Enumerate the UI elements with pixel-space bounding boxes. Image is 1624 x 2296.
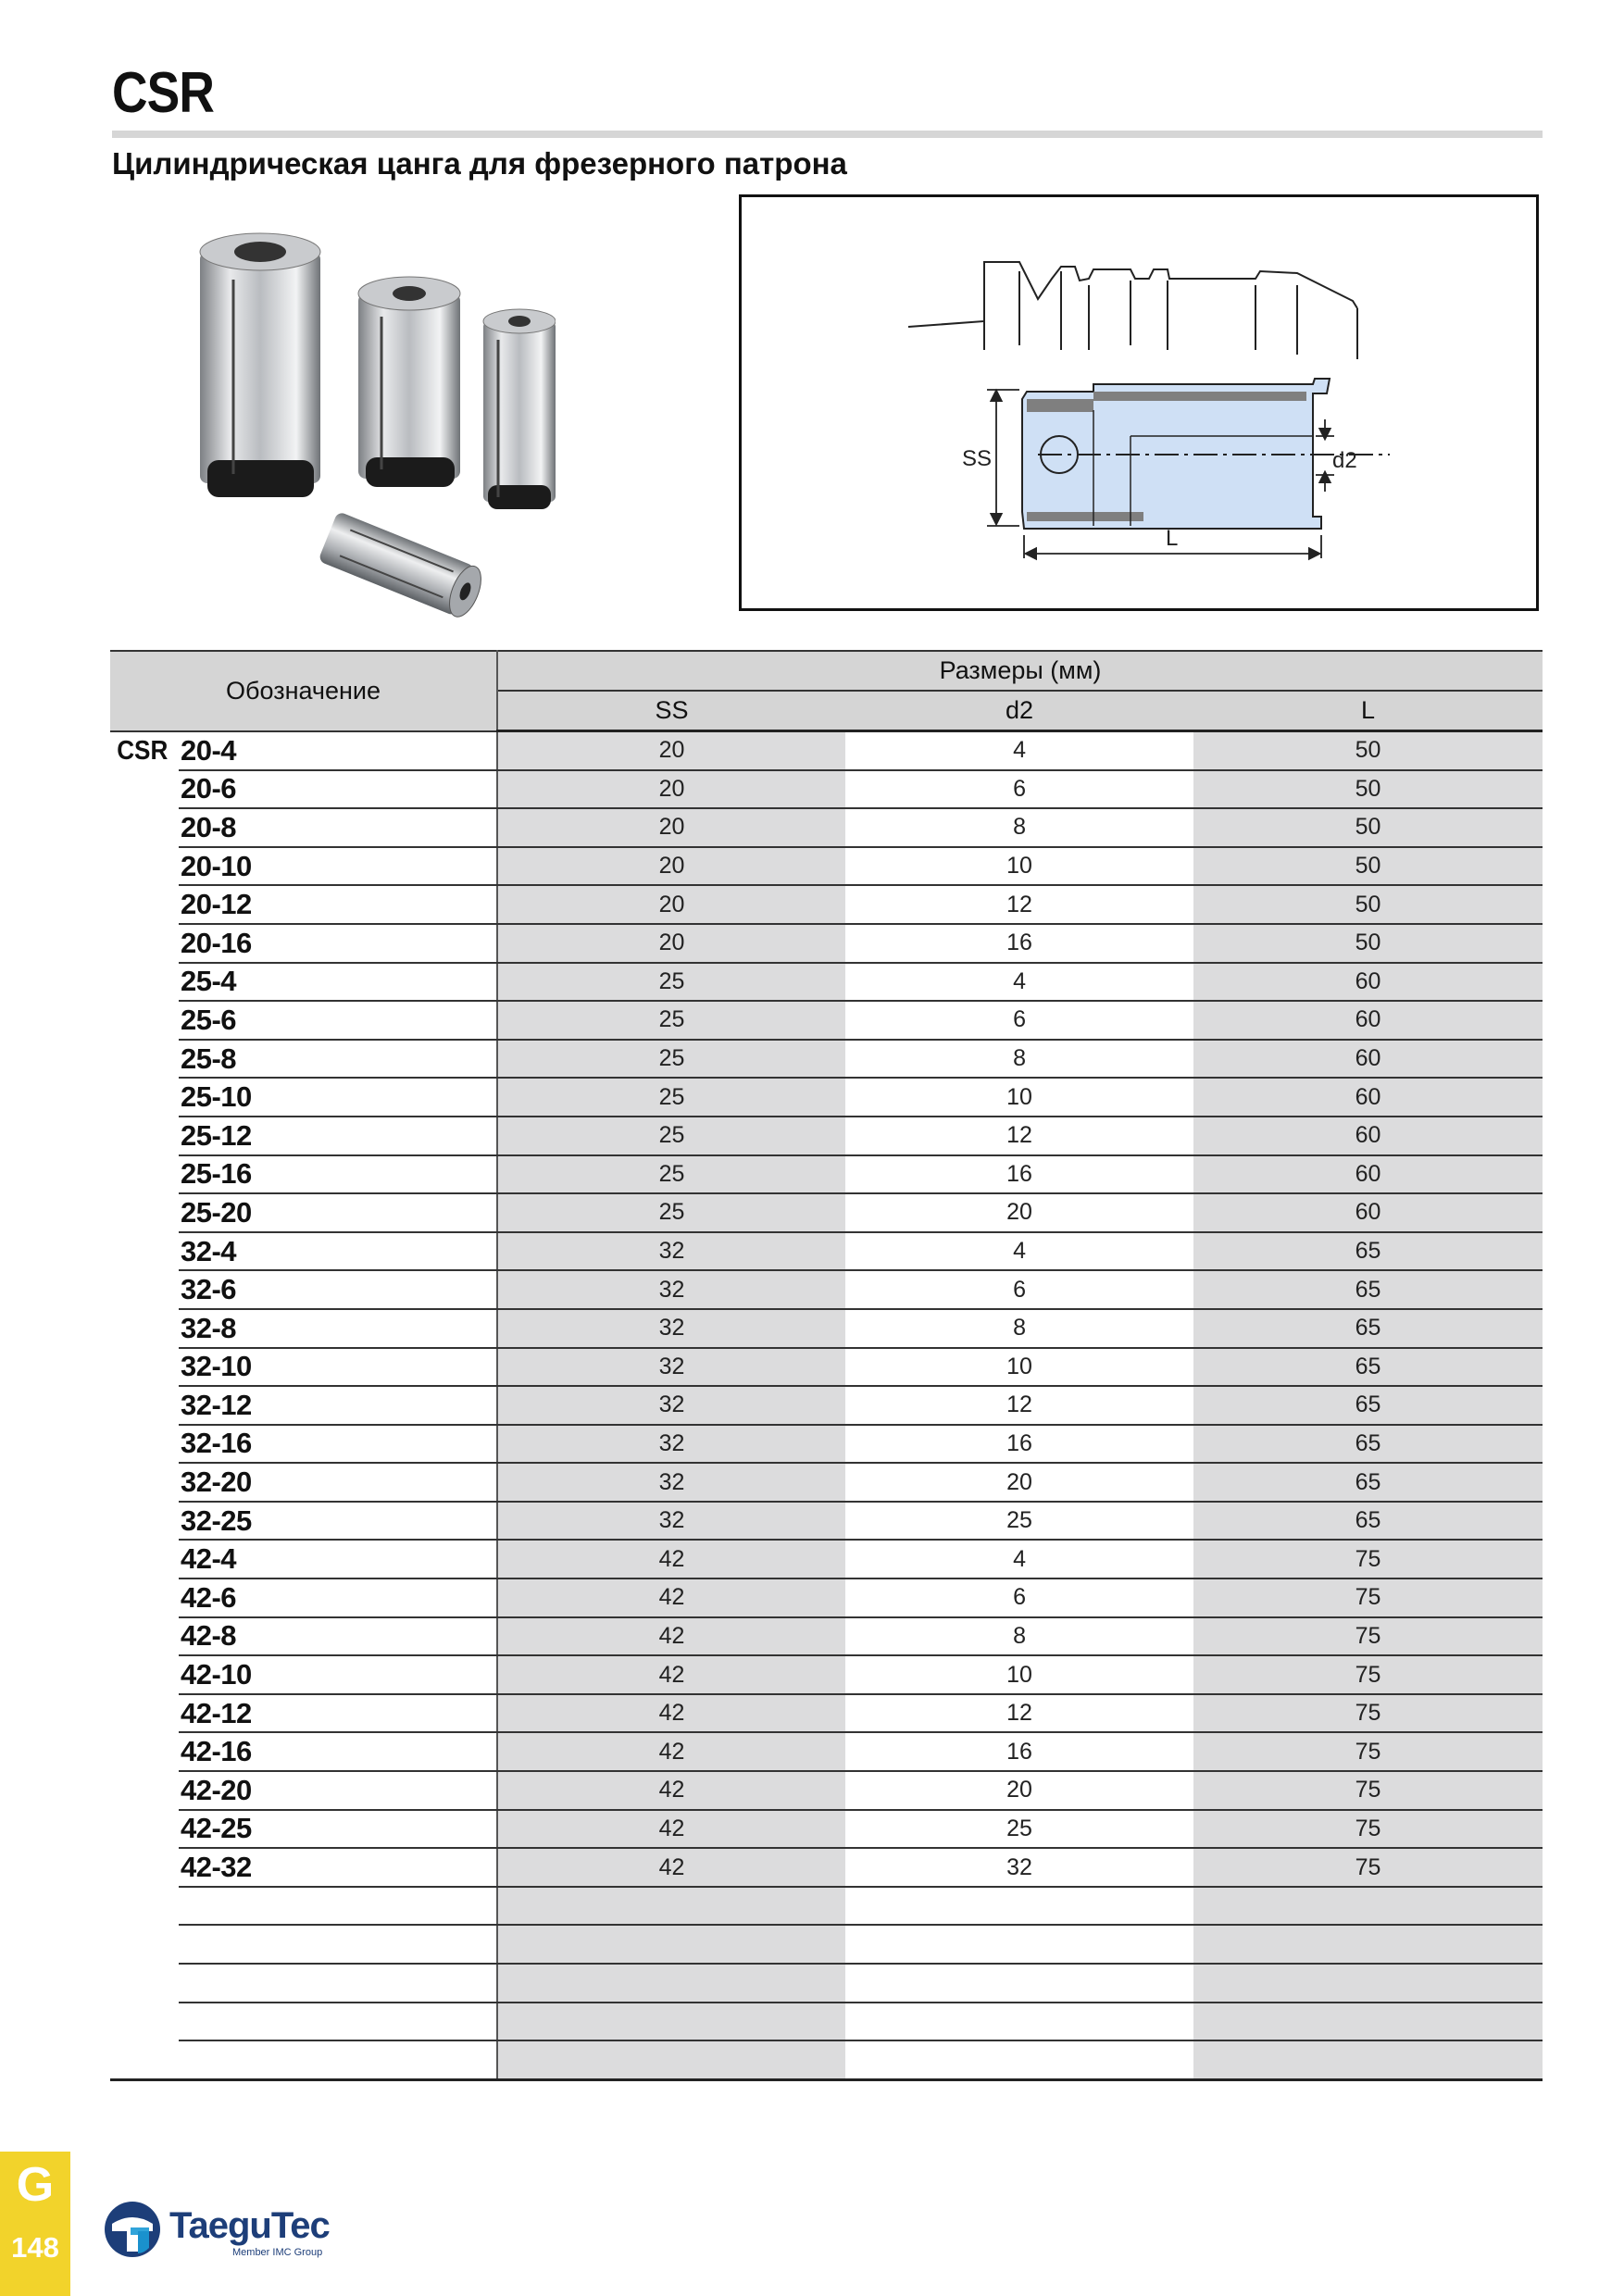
cell-l: 60 (1193, 1117, 1543, 1155)
cell-d2: 8 (845, 1617, 1193, 1656)
row-prefix (110, 808, 172, 847)
cell-l: 60 (1193, 1193, 1543, 1232)
row-designation: 20-12 (179, 885, 497, 924)
cell-ss: 32 (497, 1232, 845, 1271)
cell-ss: 20 (497, 770, 845, 809)
cell-l (1193, 1925, 1543, 1964)
row-designation: 25-6 (179, 1001, 497, 1040)
table-row (110, 1502, 1543, 1541)
row-designation: 32-6 (179, 1270, 497, 1309)
table-row (110, 1540, 1543, 1578)
row-prefix (110, 1887, 172, 1926)
cell-l: 75 (1193, 1848, 1543, 1887)
collet-small (483, 309, 556, 509)
table-row (110, 1578, 1543, 1617)
table-row (110, 1117, 1543, 1155)
cell-ss: 42 (497, 1540, 845, 1578)
cell-d2: 16 (845, 924, 1193, 963)
cell-l: 50 (1193, 770, 1543, 809)
table-row (110, 1155, 1543, 1194)
cell-d2: 6 (845, 1001, 1193, 1040)
title-divider (112, 131, 1543, 138)
table-row (110, 731, 1543, 770)
row-prefix (110, 885, 172, 924)
row-prefix (110, 1540, 172, 1578)
cell-d2: 4 (845, 1540, 1193, 1578)
section-tab (0, 2152, 70, 2296)
cell-ss: 32 (497, 1270, 845, 1309)
row-prefix: CSR (117, 735, 169, 766)
row-prefix (110, 1694, 172, 1733)
row-designation: 42-4 (179, 1540, 497, 1578)
cell-d2: 8 (845, 1040, 1193, 1079)
brand-logo (103, 2200, 344, 2265)
table-row (110, 2003, 1543, 2041)
dim-label-d2: d2 (1332, 448, 1357, 473)
table-row (110, 1964, 1543, 2003)
row-designation: 42-8 (179, 1617, 497, 1656)
table-row (110, 1887, 1543, 1926)
cell-l: 75 (1193, 1578, 1543, 1617)
cell-ss: 42 (497, 1617, 845, 1656)
cell-ss: 32 (497, 1425, 845, 1464)
cell-l (1193, 2040, 1543, 2079)
cell-ss: 42 (497, 1655, 845, 1694)
table-row (110, 963, 1543, 1002)
row-prefix (110, 1078, 172, 1117)
row-designation: 25-8 (179, 1040, 497, 1079)
cell-ss: 42 (497, 1694, 845, 1733)
page-subtitle: Цилиндрическая цанга для фрезерного патрона (112, 146, 847, 181)
cell-d2: 20 (845, 1193, 1193, 1232)
cell-ss: 32 (497, 1348, 845, 1387)
page-title: CSR (112, 61, 214, 125)
cell-l: 65 (1193, 1232, 1543, 1271)
cell-ss: 20 (497, 808, 845, 847)
collet-medium (358, 277, 460, 487)
cell-d2: 25 (845, 1502, 1193, 1541)
row-designation: 32-20 (179, 1463, 497, 1502)
cell-d2: 10 (845, 847, 1193, 886)
cell-ss: 42 (497, 1810, 845, 1849)
cell-l: 75 (1193, 1617, 1543, 1656)
cell-ss: 25 (497, 1040, 845, 1079)
row-designation: 32-10 (179, 1348, 497, 1387)
cell-d2: 4 (845, 731, 1193, 770)
cell-d2: 10 (845, 1655, 1193, 1694)
cell-d2 (845, 1925, 1193, 1964)
row-prefix (110, 1155, 172, 1194)
cell-l: 65 (1193, 1270, 1543, 1309)
cell-l: 65 (1193, 1348, 1543, 1387)
row-prefix (110, 924, 172, 963)
row-designation: 42-12 (179, 1694, 497, 1733)
cell-l: 60 (1193, 963, 1543, 1002)
row-prefix (110, 1732, 172, 1771)
section-letter: G (16, 2158, 55, 2212)
cell-l: 75 (1193, 1732, 1543, 1771)
table-row (110, 847, 1543, 886)
cell-l: 60 (1193, 1040, 1543, 1079)
cell-l: 75 (1193, 1810, 1543, 1849)
logo-mark-icon (103, 2200, 162, 2259)
cell-ss: 32 (497, 1309, 845, 1348)
row-designation: 20-10 (179, 847, 497, 886)
header-designation: Обозначение (110, 651, 497, 731)
product-photo (185, 215, 556, 622)
cell-l: 50 (1193, 808, 1543, 847)
cell-d2: 12 (845, 885, 1193, 924)
row-prefix (110, 2040, 172, 2079)
cell-d2: 12 (845, 1117, 1193, 1155)
cell-ss (497, 1964, 845, 2003)
cell-l: 65 (1193, 1463, 1543, 1502)
row-prefix (110, 1810, 172, 1849)
cell-ss: 20 (497, 924, 845, 963)
cell-d2: 10 (845, 1078, 1193, 1117)
row-designation (179, 2040, 497, 2079)
cell-d2: 6 (845, 1270, 1193, 1309)
row-prefix (110, 1348, 172, 1387)
row-designation: 20-16 (179, 924, 497, 963)
row-designation: 32-8 (179, 1309, 497, 1348)
header-dimensions: Размеры (мм) (497, 651, 1543, 691)
row-prefix (110, 1617, 172, 1656)
table-row (110, 885, 1543, 924)
cell-l: 60 (1193, 1078, 1543, 1117)
cell-ss: 25 (497, 1078, 845, 1117)
cell-d2: 8 (845, 1309, 1193, 1348)
cell-d2: 32 (845, 1848, 1193, 1887)
cell-ss: 42 (497, 1578, 845, 1617)
cell-ss: 32 (497, 1502, 845, 1541)
row-designation: 42-20 (179, 1771, 497, 1810)
table-row (110, 1001, 1543, 1040)
cell-l: 65 (1193, 1309, 1543, 1348)
row-prefix (110, 1270, 172, 1309)
row-designation: 42-32 (179, 1848, 497, 1887)
row-prefix (110, 847, 172, 886)
row-designation: 32-12 (179, 1386, 497, 1425)
cell-d2: 25 (845, 1810, 1193, 1849)
cell-ss: 25 (497, 963, 845, 1002)
row-designation: 25-20 (179, 1193, 497, 1232)
cell-ss (497, 2003, 845, 2041)
table-row (110, 1771, 1543, 1810)
row-prefix (110, 1040, 172, 1079)
cell-ss: 20 (497, 885, 845, 924)
table-row (110, 2040, 1543, 2079)
table-row (110, 1425, 1543, 1464)
cell-d2: 4 (845, 963, 1193, 1002)
holder-outline (908, 262, 1357, 359)
dim-label-ss: SS (962, 446, 993, 471)
table-row (110, 1386, 1543, 1425)
row-prefix (110, 963, 172, 1002)
table-row (110, 1732, 1543, 1771)
cell-d2: 16 (845, 1155, 1193, 1194)
row-designation: 25-12 (179, 1117, 497, 1155)
table-row (110, 1193, 1543, 1232)
row-prefix (110, 1193, 172, 1232)
cell-d2 (845, 1887, 1193, 1926)
table-row (110, 808, 1543, 847)
cell-d2: 8 (845, 808, 1193, 847)
row-prefix (110, 1386, 172, 1425)
cell-ss: 20 (497, 731, 845, 770)
collet-lying (318, 511, 487, 621)
row-prefix (110, 1655, 172, 1694)
table-row (110, 1078, 1543, 1117)
cell-d2: 4 (845, 1232, 1193, 1271)
cell-d2: 16 (845, 1732, 1193, 1771)
row-designation: 32-25 (179, 1502, 497, 1541)
logo-wordmark: TaeguTec (169, 2205, 330, 2246)
table-row (110, 924, 1543, 963)
cell-l: 50 (1193, 885, 1543, 924)
row-prefix (110, 1502, 172, 1541)
row-designation: 42-16 (179, 1732, 497, 1771)
table-row (110, 1040, 1543, 1079)
page-number: 148 (11, 2231, 59, 2264)
row-prefix (110, 1117, 172, 1155)
table-row (110, 1232, 1543, 1271)
row-designation (179, 1887, 497, 1926)
table-row (110, 1463, 1543, 1502)
cell-ss: 25 (497, 1001, 845, 1040)
row-prefix (110, 1771, 172, 1810)
cell-ss: 25 (497, 1117, 845, 1155)
cell-l: 60 (1193, 1001, 1543, 1040)
cell-ss: 42 (497, 1732, 845, 1771)
cell-d2: 12 (845, 1694, 1193, 1733)
cell-d2: 16 (845, 1425, 1193, 1464)
header-col-l: L (1193, 691, 1543, 731)
table-row (110, 1810, 1543, 1849)
row-prefix (110, 1001, 172, 1040)
cell-l: 60 (1193, 1155, 1543, 1194)
cell-ss: 42 (497, 1771, 845, 1810)
cell-l (1193, 1964, 1543, 2003)
row-prefix (110, 2003, 172, 2041)
row-designation: 25-10 (179, 1078, 497, 1117)
cell-d2: 12 (845, 1386, 1193, 1425)
cell-l: 65 (1193, 1386, 1543, 1425)
row-designation (179, 1925, 497, 1964)
row-prefix (110, 1578, 172, 1617)
cell-l (1193, 1887, 1543, 1926)
cell-l: 65 (1193, 1502, 1543, 1541)
cell-d2: 6 (845, 1578, 1193, 1617)
header-col-d2: d2 (845, 691, 1193, 731)
row-prefix (110, 1463, 172, 1502)
dimensions-table (110, 650, 1543, 2081)
row-designation: 25-16 (179, 1155, 497, 1194)
cell-d2 (845, 1964, 1193, 2003)
table-row (110, 1694, 1543, 1733)
row-designation: 32-4 (179, 1232, 497, 1271)
header-col-ss: SS (497, 691, 845, 731)
row-designation: 32-16 (179, 1425, 497, 1464)
cell-d2: 20 (845, 1463, 1193, 1502)
cell-l: 65 (1193, 1425, 1543, 1464)
cell-l: 75 (1193, 1771, 1543, 1810)
cell-l: 75 (1193, 1540, 1543, 1578)
row-prefix (110, 1425, 172, 1464)
row-prefix (110, 1309, 172, 1348)
table-row (110, 1925, 1543, 1964)
cell-l: 75 (1193, 1694, 1543, 1733)
cell-l: 50 (1193, 731, 1543, 770)
cell-ss: 42 (497, 1848, 845, 1887)
cell-ss (497, 1925, 845, 1964)
row-designation (179, 1964, 497, 2003)
technical-drawing (739, 194, 1539, 611)
row-designation: 42-6 (179, 1578, 497, 1617)
row-designation: 42-10 (179, 1655, 497, 1694)
row-designation (179, 2003, 497, 2041)
table-row (110, 1270, 1543, 1309)
cell-ss: 32 (497, 1386, 845, 1425)
cell-d2: 20 (845, 1771, 1193, 1810)
cell-ss (497, 2040, 845, 2079)
logo-tagline: Member IMC Group (232, 2247, 323, 2258)
row-designation: 25-4 (179, 963, 497, 1002)
cell-ss: 25 (497, 1155, 845, 1194)
row-designation: 20-6 (179, 770, 497, 809)
cell-l: 50 (1193, 847, 1543, 886)
cell-ss: 32 (497, 1463, 845, 1502)
row-designation: 42-25 (179, 1810, 497, 1849)
row-prefix (110, 1925, 172, 1964)
collet-large (200, 233, 320, 497)
cell-l: 75 (1193, 1655, 1543, 1694)
table-row (110, 1848, 1543, 1887)
table-row (110, 770, 1543, 809)
row-prefix (110, 1964, 172, 2003)
dim-label-l: L (1166, 526, 1179, 551)
row-prefix (110, 1848, 172, 1887)
table-row (110, 1617, 1543, 1656)
cell-ss: 25 (497, 1193, 845, 1232)
cell-ss (497, 1887, 845, 1926)
table-row (110, 1348, 1543, 1387)
row-designation: 20-8 (179, 808, 497, 847)
row-designation: 20-4 (179, 731, 497, 770)
cell-l (1193, 2003, 1543, 2041)
row-prefix (110, 1232, 172, 1271)
cell-d2 (845, 2040, 1193, 2079)
cell-d2 (845, 2003, 1193, 2041)
cell-ss: 20 (497, 847, 845, 886)
cell-l: 50 (1193, 924, 1543, 963)
cell-d2: 6 (845, 770, 1193, 809)
cell-d2: 10 (845, 1348, 1193, 1387)
table-row (110, 1655, 1543, 1694)
table-row (110, 1309, 1543, 1348)
row-prefix (110, 770, 172, 809)
